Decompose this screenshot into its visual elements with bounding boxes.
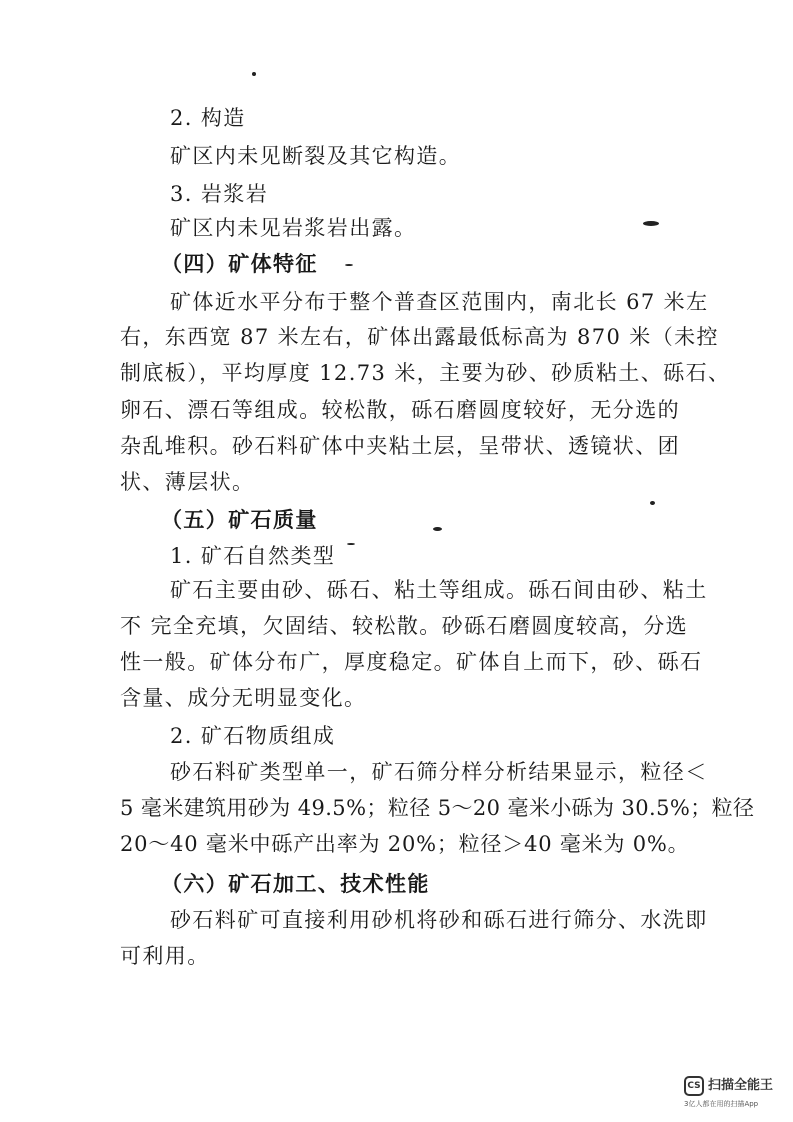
structure-body: 矿区内未见断裂及其它构造。 (170, 144, 462, 168)
magma-heading: 3. 岩浆岩 (170, 182, 269, 206)
scan-speck (643, 221, 659, 226)
processing-line: 可利用。 (120, 944, 210, 968)
composition-line: 5 毫米建筑用砂为 49.5%；粒径 5～20 毫米小砾为 30.5%；粒径 (120, 796, 755, 820)
composition-heading: 2. 矿石物质组成 (170, 724, 336, 748)
orebody-line: 右，东西宽 87 米左右，矿体出露最低标高为 870 米（未控 (120, 325, 719, 349)
quality-heading: （五）矿石质量 (161, 507, 318, 532)
processing-line: 砂石料矿可直接利用砂机将砂和砾石进行筛分、水洗即 (170, 908, 708, 932)
natural-type-line: 矿石主要由砂、砾石、粘土等组成。砾石间由砂、粘土 (170, 578, 708, 602)
scan-speck (252, 72, 256, 76)
orebody-line: 卵石、漂石等组成。较松散，砾石磨圆度较好，无分选的 (120, 398, 680, 422)
composition-line: 砂石料矿类型单一，矿石筛分样分析结果显示，粒径＜ (170, 760, 708, 784)
natural-type-line: 性一般。矿体分布广，厚度稳定。矿体自上而下，砂、砾石 (120, 650, 703, 674)
processing-heading: （六）矿石加工、技术性能 (161, 871, 430, 896)
structure-heading: 2. 构造 (170, 106, 246, 130)
magma-body: 矿区内未见岩浆岩出露。 (170, 216, 417, 240)
scan-speck (650, 501, 655, 505)
orebody-heading: （四）矿体特征 (161, 251, 318, 276)
orebody-line: 矿体近水平分布于整个普查区范围内，南北长 67 米左 (170, 290, 709, 314)
scanner-app-name: 扫描全能王 (708, 1078, 774, 1093)
orebody-line: 杂乱堆积。砂石料矿体中夹粘土层，呈带状、透镜状、团 (120, 434, 680, 458)
scanner-watermark (684, 1076, 784, 1116)
scan-speck (345, 264, 353, 266)
natural-type-heading: 1. 矿石自然类型 (170, 544, 336, 568)
scan-speck (347, 543, 355, 545)
orebody-line: 制底板），平均厚度 12.73 米，主要为砂、砂质粘土、砾石、 (120, 361, 731, 385)
scanner-tagline: 3亿人都在用的扫描App (684, 1100, 759, 1108)
orebody-line: 状、薄层状。 (120, 470, 255, 494)
scan-speck (433, 527, 442, 531)
composition-line: 20～40 毫米中砾产出率为 20%；粒径＞40 毫米为 0%。 (120, 832, 690, 856)
natural-type-line: 不 完全充填，欠固结、较松散。砂砾石磨圆度较高，分选 (120, 614, 689, 638)
scanner-logo-icon: CS (684, 1076, 704, 1096)
natural-type-line: 含量、成分无明显变化。 (120, 686, 367, 710)
